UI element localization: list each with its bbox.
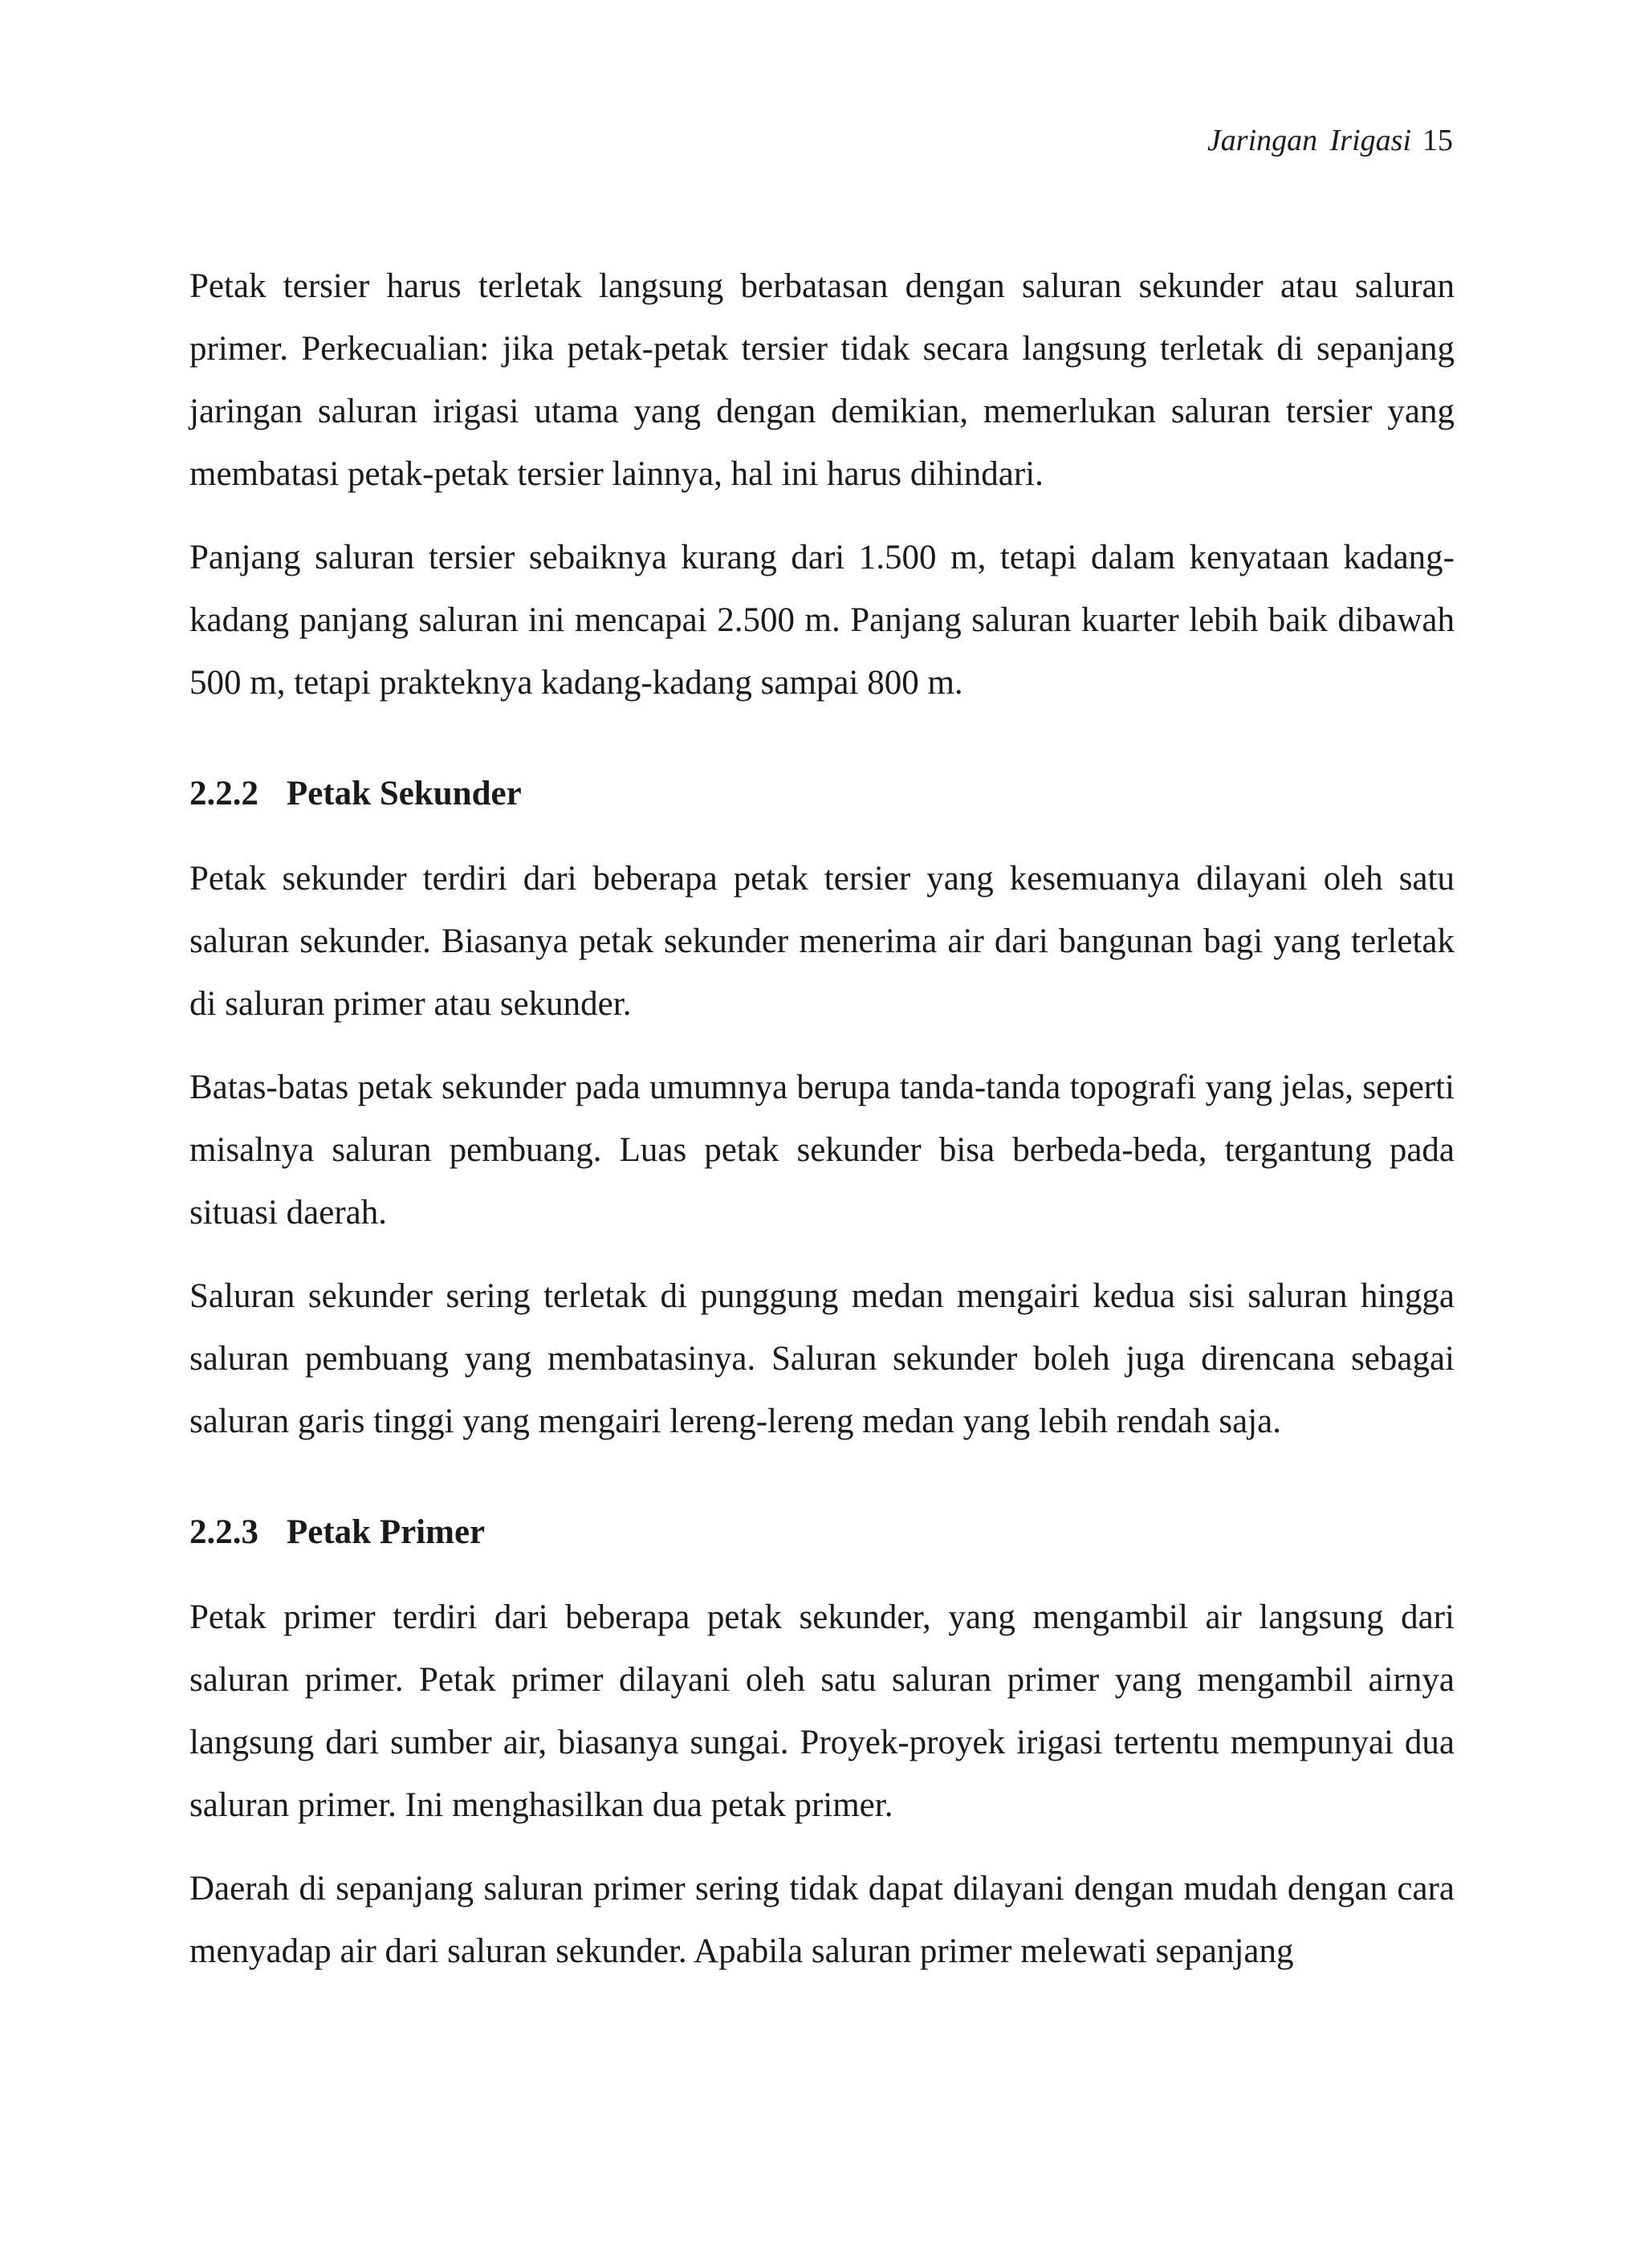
paragraph: Saluran sekunder sering terletak di punggung medan mengairi kedua sisi saluran hingga saluran pembuang yang membatasinya. Saluran sekunder boleh juga direncana sebagai saluran garis tinggi yang mengairi lereng-lereng medan yang lebih rendah saja. (189, 1277, 1455, 1440)
paragraph: Daerah di sepanjang saluran primer sering tidak dapat dilayani dengan mudah dengan cara menyadap air dari saluran sekunder. Apabila saluran primer melewati sepanjang (189, 1870, 1455, 1970)
running-title: Jaringan Irigasi (1207, 124, 1411, 157)
section-number: 2.2.3 (189, 1513, 258, 1551)
section-number: 2.2.2 (189, 775, 258, 812)
section-heading-petak-primer (189, 1501, 1455, 1564)
section-heading-petak-sekunder (189, 763, 1455, 825)
body-text (189, 255, 1455, 1983)
paragraph: Petak tersier harus terletak langsung berbatasan dengan saluran sekunder atau saluran primer. Perkecualian: jika petak-petak tersier tidak secara langsung terletak di sepanjang jaringan saluran irigasi utama yang dengan demikian, memerlukan saluran tersier yang membatasi petak-petak tersier lainnya, hal ini harus dihindari. (189, 267, 1455, 493)
paragraph: Petak sekunder terdiri dari beberapa petak tersier yang kesemuanya dilayani oleh satu saluran sekunder. Biasanya petak sekunder menerima air dari bangunan bagi yang terletak di saluran primer atau sekunder. (189, 860, 1455, 1023)
paragraph: Petak primer terdiri dari beberapa petak sekunder, yang mengambil air langsung dari saluran primer. Petak primer dilayani oleh satu saluran primer yang mengambil airnya langsung dari sumber air, biasanya sungai. Proyek-proyek irigasi tertentu mempunyai dua saluran primer. Ini menghasilkan dua petak primer. (189, 1598, 1455, 1824)
running-header (1207, 120, 1453, 161)
page-number: 15 (1422, 124, 1453, 157)
section-title: Petak Primer (287, 1513, 486, 1551)
paragraph: Panjang saluran tersier sebaiknya kurang dari 1.500 m, tetapi dalam kenyataan kadang-kadang panjang saluran ini mencapai 2.500 m. Panjang saluran kuarter lebih baik dibawah 500 m, tetapi prakteknya kadang-kadang sampai 800 m. (189, 539, 1455, 702)
section-title: Petak Sekunder (287, 775, 522, 812)
paragraph: Batas-batas petak sekunder pada umumnya berupa tanda-tanda topografi yang jelas, seperti misalnya saluran pembuang. Luas petak sekunder bisa berbeda-beda, tergantung pada situasi daerah. (189, 1069, 1455, 1232)
